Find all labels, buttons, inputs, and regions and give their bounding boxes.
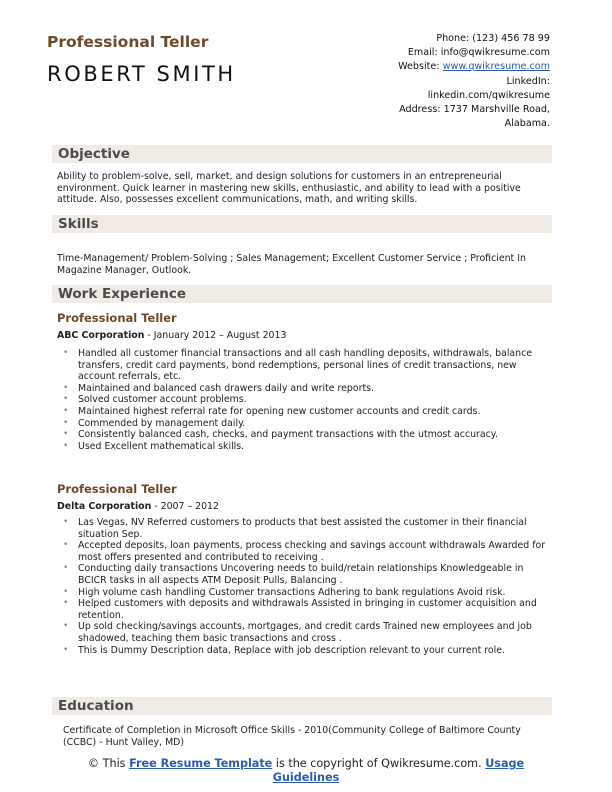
education-entry: Certificate of Completion in Microsoft Office Skills - 2010(Community College of Baltimore County (CCBC) - Hunt Valley, MD)	[63, 725, 521, 748]
job-title: Professional Teller	[57, 311, 177, 325]
contact-phone: Phone: (123) 456 78 99	[436, 33, 550, 44]
job-bullet: • Maintained highest referral rate for opening new customer accounts and credit cards.	[63, 406, 548, 418]
job-bullet: • High volume cash handling Customer transactions Adhering to bank regulations Avoid risk.	[63, 587, 548, 599]
job-bullet-list	[63, 348, 548, 452]
job-bullet-list	[63, 517, 548, 656]
objective-text: Ability to problem-solve, sell, market, and design solutions for customers in an entrepreneurial environment. Quick learner in mastering new skills, enthusiastic, and ability to lead with a positive attitude. Also, possesses excellent communications, math, and writing skills.	[57, 171, 521, 206]
resume-headline: Professional Teller	[47, 33, 209, 51]
job-title: Professional Teller	[57, 482, 177, 496]
website-label: Website:	[398, 61, 443, 73]
company-name: Delta Corporation	[57, 501, 152, 512]
job-bullet: • Accepted deposits, loan payments, process checking and savings account withdrawals Awarded for most offers presented and contributed to receiving .	[63, 540, 548, 563]
job-bullet: • Solved customer account problems.	[63, 394, 548, 406]
job-bullet: • Consistently balanced cash, checks, and payment transactions with the utmost accuracy.	[63, 429, 548, 441]
job-bullet: • Commended by management daily.	[63, 418, 548, 430]
job-bullet: • Used Excellent mathematical skills.	[63, 441, 548, 453]
objective-section-header	[52, 145, 552, 163]
usage-guidelines-link[interactable]: Usage Guidelines	[272, 757, 525, 784]
company-name: ABC Corporation	[57, 330, 145, 341]
job-bullet: • Las Vegas, NV Referred customers to products that best assisted the customer in their financial situation Sep.	[63, 517, 548, 540]
copyright-footer	[70, 757, 542, 784]
skills-text: Time-Management/ Problem-Solving ; Sales Management; Excellent Customer Service ; Proficient In Magazine Manager, Outlook.	[57, 253, 526, 276]
free-resume-template-link[interactable]: Free Resume Template	[129, 757, 273, 770]
footer-middle: is the copyright of Qwikresume.com.	[272, 757, 486, 770]
contact-email: Email: info@qwikresume.com	[407, 47, 550, 59]
website-link[interactable]: www.qwikresume.com	[442, 61, 550, 73]
footer-prefix: © This	[87, 757, 130, 770]
education-title: Education	[58, 698, 134, 714]
job-bullet: • Helped customers with deposits and withdrawals Assisted in bringing in customer acquisition and retention.	[63, 598, 548, 621]
work-experience-title: Work Experience	[58, 286, 186, 302]
job-bullet: • Maintained and balanced cash drawers daily and write reports.	[63, 383, 548, 395]
education-section-header	[52, 697, 552, 715]
objective-title: Objective	[58, 146, 130, 162]
skills-section-header	[52, 215, 552, 233]
contact-linkedin-value: linkedin.com/qwikresume	[427, 89, 550, 101]
work-experience-section-header	[52, 285, 552, 303]
candidate-name: ROBERT SMITH	[47, 62, 236, 86]
skills-title: Skills	[58, 216, 99, 232]
job-bullet: • Conducting daily transactions Uncovering needs to build/retain relationships Knowledgeable in BCICR tasks in all aspects ATM Deposit Pulls, Balancing .	[63, 563, 548, 586]
job-company-line	[57, 501, 219, 512]
contact-address-line2: Alabama.	[504, 118, 550, 130]
job-dates: - 2007 – 2012	[151, 501, 219, 512]
job-company-line	[57, 330, 286, 341]
job-bullet: • Up sold checking/savings accounts, mortgages, and credit cards Trained new employees and job shadowed, teaching them basic transactions and cross .	[63, 621, 548, 644]
contact-block	[350, 32, 550, 131]
job-bullet: • Handled all customer financial transactions and all cash handling deposits, withdrawals, balance transfers, credit card payments, bond redemptions, personal lines of credit transactions, new account referrals, etc.	[63, 348, 548, 383]
job-dates: - January 2012 – August 2013	[144, 330, 287, 341]
job-bullet: • This is Dummy Description data, Replace with job description relevant to your current role.	[63, 645, 548, 657]
contact-website	[350, 60, 550, 74]
contact-linkedin-label: LinkedIn:	[506, 75, 550, 87]
contact-address-line1: Address: 1737 Marshville Road,	[399, 104, 550, 116]
